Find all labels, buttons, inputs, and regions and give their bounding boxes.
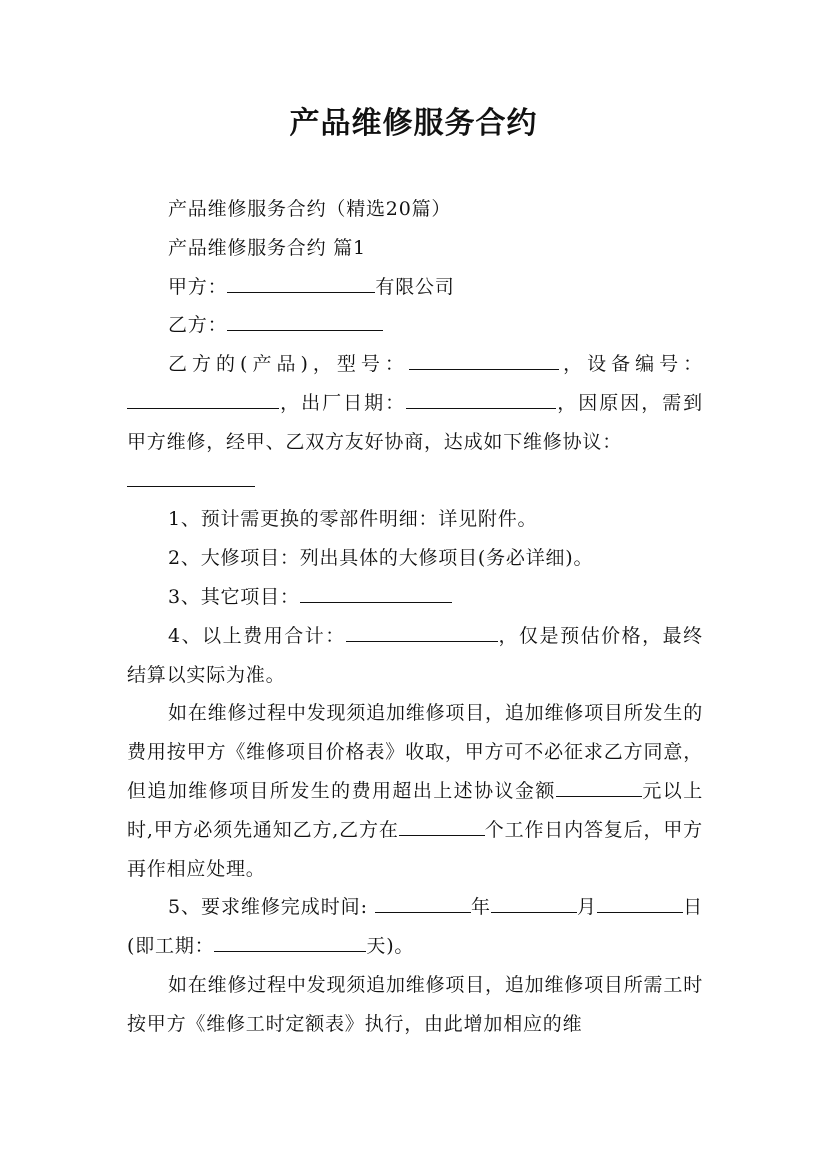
intro-line: 产品维修服务合约（精选20篇） (168, 198, 452, 220)
item-3-blank (300, 584, 452, 603)
item-3 (127, 578, 703, 617)
item-5 (127, 888, 703, 966)
item-5-text-1: 5、要求维修完成时间: (168, 896, 375, 919)
item-4-text-2: ，仅是预估价格，最终结算以实际为准。 (127, 624, 703, 686)
additional-text-1: 如在维修过程中发现须追加维修项目，追加维修项目所发生的费用按甲方《维修项目价格表》收取，甲方可不必征求乙方同意，但追加维修项目所发生的费用超出上述协议金额 (127, 702, 703, 802)
party-a-suffix: 有限公司 (375, 275, 455, 298)
total-cost-blank (346, 623, 498, 642)
reply-days-blank (399, 817, 485, 836)
item-1: 1、预计需更换的零部件明细：详见附件。 (168, 508, 538, 531)
additional-text-2: 元以上时,甲方必须先通知乙方,乙方在 (127, 779, 703, 841)
duration-blank (214, 933, 366, 952)
party-b-line (127, 306, 703, 345)
month-blank (491, 894, 577, 913)
year-blank (375, 894, 471, 913)
document-title: 产品维修服务合约 (289, 106, 538, 141)
party-a-blank (227, 274, 375, 293)
product-text-1: 乙方的(产品)，型号： (168, 353, 409, 376)
item-5-month: 月 (576, 896, 598, 919)
amount-blank (556, 778, 642, 797)
product-text-4: ，因原因，需到甲方维修，经甲、乙双方友好协商，达成如下维修协议： (127, 391, 703, 453)
product-text-3: ，出厂日期： (279, 391, 407, 414)
item-5-year: 年 (470, 896, 491, 919)
item-4-text-1: 4、以上费用合计： (168, 624, 346, 647)
item-4 (127, 617, 703, 695)
party-b-blank (227, 312, 383, 331)
item-2: 2、大修项目：列出具体的大修项目(务必详细)。 (168, 547, 594, 570)
product-text-2: ，设备编号： (558, 353, 703, 376)
party-b-label: 乙方： (168, 314, 228, 337)
day-blank (597, 894, 683, 913)
product-paragraph (127, 345, 703, 500)
product-trailing-blank (127, 468, 255, 487)
item-5-text-5: 天)。 (366, 935, 415, 958)
party-a-line (127, 268, 703, 307)
manufacture-date-blank (406, 390, 556, 409)
additional-text-3: 个工作日内答复后，甲方再作相应处理。 (127, 818, 703, 880)
additional-items-paragraph (127, 694, 703, 888)
item-5-text-4: 日(即工期： (127, 896, 703, 958)
section-heading: 产品维修服务合约 篇1 (168, 236, 366, 259)
document-body (127, 190, 703, 1044)
item-3-label: 3、其它项目： (168, 585, 300, 608)
party-a-label: 甲方： (168, 275, 228, 298)
serial-number-blank (127, 390, 279, 409)
model-blank (409, 351, 559, 370)
labor-paragraph: 如在维修过程中发现须追加维修项目，追加维修项目所需工时按甲方《维修工时定额表》执行，由此增加相应的维 (127, 973, 703, 1035)
